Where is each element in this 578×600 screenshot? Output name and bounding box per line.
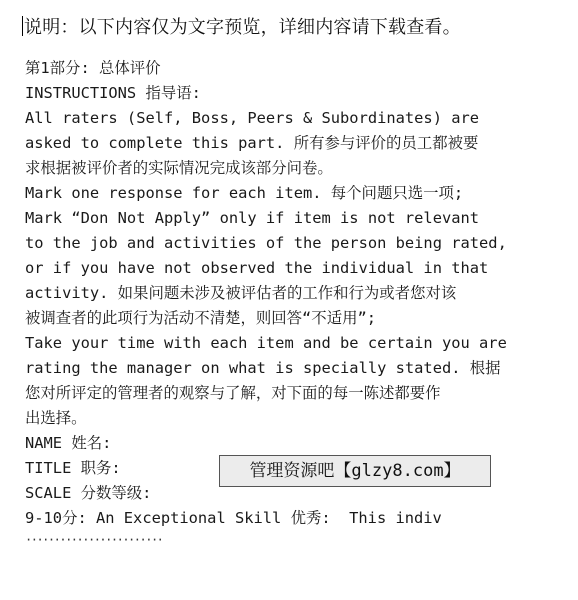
- preview-notice: [22, 14, 572, 42]
- watermark-banner: 管理资源吧【glzy8.com】: [219, 455, 491, 487]
- body-line: All raters (Self, Boss, Peers & Subordinates) are: [25, 109, 480, 127]
- body-line: or if you have not observed the individual in that: [25, 259, 489, 277]
- body-line: activity. 如果问题未涉及被评估者的工作和行为或者您对该: [25, 284, 457, 302]
- body-line: Take your time with each item and be certain you are: [25, 334, 507, 352]
- section-title: 第1部分: 总体评价: [25, 59, 161, 77]
- body-line: 出选择。: [25, 409, 87, 427]
- body-line: Mark one response for each item. 每个问题只选一项;: [25, 184, 464, 202]
- body-line: 您对所评定的管理者的观察与了解，对下面的每一陈述都要作: [25, 384, 441, 402]
- body-line: 求根据被评价者的实际情况完成该部分问卷。: [25, 159, 333, 177]
- preview-notice-text: 说明：以下内容仅为文字预览，详细内容请下载查看。: [24, 17, 461, 38]
- body-line: rating the manager on what is specially stated. 根据: [25, 359, 501, 377]
- instructions-heading: INSTRUCTIONS 指导语:: [25, 84, 201, 102]
- scale-level-line: 9-10分: An Exceptional Skill 优秀: This indiv: [25, 509, 442, 527]
- body-line: Mark “Don Not Apply” only if item is not relevant: [25, 209, 480, 227]
- title-field-label: TITLE 职务:: [25, 459, 121, 477]
- truncation-ellipsis: ························: [25, 533, 163, 547]
- scale-field-label: SCALE 分数等级:: [25, 484, 152, 502]
- name-field-label: NAME 姓名:: [25, 434, 112, 452]
- body-line: asked to complete this part. 所有参与评价的员工都被要: [25, 134, 479, 152]
- body-line: to the job and activities of the person being rated,: [25, 234, 507, 252]
- text-cursor: [22, 16, 23, 36]
- body-line: 被调查者的此项行为活动不清楚，则回答“不适用”;: [25, 309, 377, 327]
